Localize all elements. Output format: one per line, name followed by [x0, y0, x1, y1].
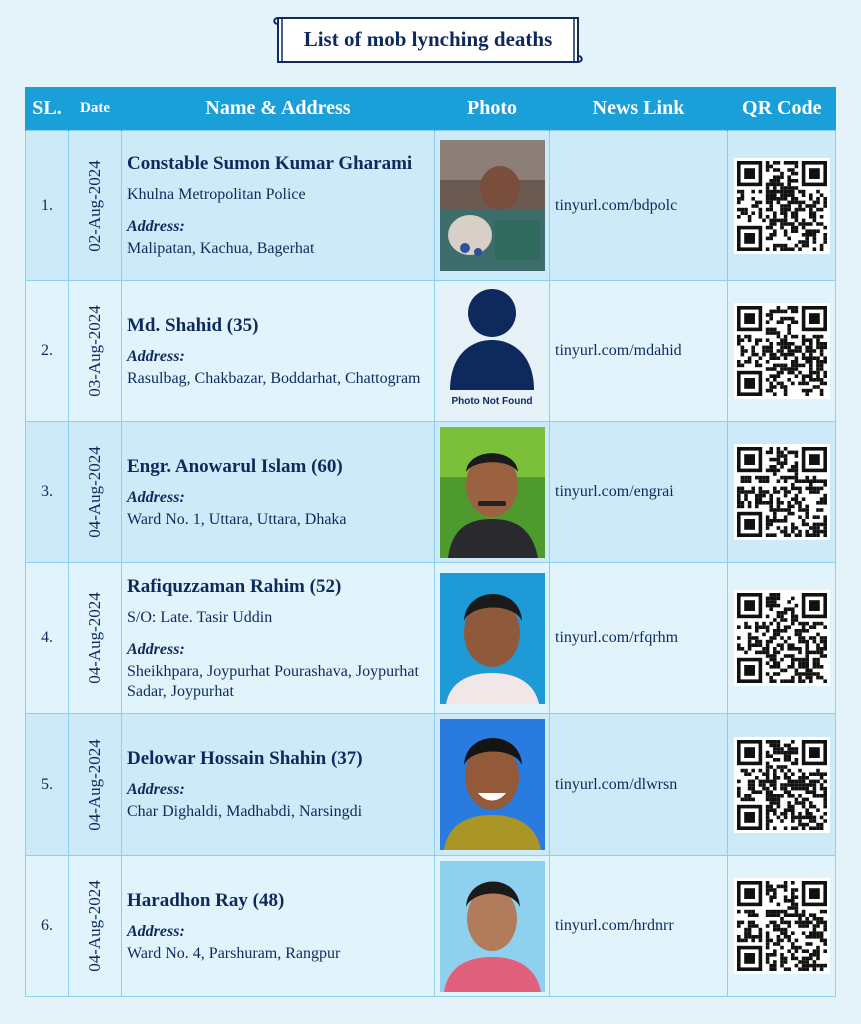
header-photo: Photo	[435, 87, 550, 131]
page-title-banner	[272, 14, 584, 66]
header-qr-code: QR Code	[728, 87, 836, 131]
address-label: Address:	[127, 640, 185, 658]
row-qr-cell	[728, 281, 836, 422]
header-sl: SL.	[26, 87, 69, 131]
news-link[interactable]: tinyurl.com/rfqrhm	[550, 563, 728, 714]
person-address: Ward No. 4, Parshuram, Rangpur	[127, 944, 341, 962]
table-row	[26, 422, 836, 563]
news-link[interactable]: tinyurl.com/hrdnrr	[550, 856, 728, 997]
person-address: Malipatan, Kachua, Bagerhat	[127, 240, 315, 257]
qr-code-icon[interactable]	[734, 444, 830, 540]
address-label: Address:	[127, 488, 185, 506]
table-header-row	[26, 87, 836, 131]
address-label: Address:	[127, 347, 185, 365]
row-qr-cell	[728, 131, 836, 281]
person-address: Sheikhpara, Joypurhat Pourashava, Joypurhat Sadar, Joypurhat	[127, 662, 419, 700]
row-date: 04-Aug-2024	[85, 592, 104, 684]
qr-code-icon[interactable]	[734, 878, 830, 974]
victim-photo	[440, 719, 545, 850]
row-qr-cell	[728, 563, 836, 714]
row-name-address	[122, 422, 435, 563]
row-date: 04-Aug-2024	[85, 446, 104, 538]
row-photo-cell	[435, 563, 550, 714]
header-date: Date	[69, 87, 122, 131]
row-date-cell	[69, 714, 122, 856]
row-name-address	[122, 714, 435, 856]
person-name: Rafiquzzaman Rahim (52)	[127, 575, 342, 597]
header-name-address: Name & Address	[122, 87, 435, 131]
row-photo-cell	[435, 714, 550, 856]
row-sl: 4.	[26, 563, 69, 714]
qr-code-icon[interactable]	[734, 737, 830, 833]
table-row	[26, 714, 836, 856]
row-qr-cell	[728, 422, 836, 563]
victim-photo	[440, 861, 545, 992]
row-name-address	[122, 131, 435, 281]
row-photo-cell	[435, 422, 550, 563]
row-sl: 3.	[26, 422, 69, 563]
row-date: 04-Aug-2024	[85, 880, 104, 972]
qr-code-icon[interactable]	[734, 158, 830, 254]
photo-placeholder	[440, 286, 545, 417]
address-label: Address:	[127, 218, 185, 235]
row-date-cell	[69, 422, 122, 563]
person-name: Md. Shahid (35)	[127, 314, 259, 336]
qr-code-icon[interactable]	[734, 303, 830, 399]
row-photo-cell	[435, 856, 550, 997]
news-link[interactable]: tinyurl.com/mdahid	[550, 281, 728, 422]
row-name-address	[122, 856, 435, 997]
table-row	[26, 856, 836, 997]
photo-not-found-label: Photo Not Found	[451, 395, 533, 407]
victim-photo	[440, 427, 545, 558]
row-date: 03-Aug-2024	[85, 305, 104, 397]
table-row	[26, 281, 836, 422]
news-link[interactable]: tinyurl.com/bdpolc	[550, 131, 728, 281]
row-sl: 5.	[26, 714, 69, 856]
row-sl: 6.	[26, 856, 69, 997]
news-link[interactable]: tinyurl.com/dlwrsn	[550, 714, 728, 856]
row-name-address	[122, 563, 435, 714]
table-row	[26, 563, 836, 714]
row-date-cell	[69, 856, 122, 997]
page-title: List of mob lynching deaths	[303, 26, 553, 51]
person-name: Haradhon Ray (48)	[127, 889, 285, 911]
address-label: Address:	[127, 781, 185, 798]
row-date: 04-Aug-2024	[85, 738, 104, 831]
row-name-address	[122, 281, 435, 422]
victim-photo	[440, 573, 545, 704]
person-name: Engr. Anowarul Islam (60)	[127, 455, 343, 477]
row-date: 02-Aug-2024	[85, 159, 104, 252]
lynching-table	[25, 87, 836, 997]
row-qr-cell	[728, 856, 836, 997]
row-qr-cell	[728, 714, 836, 856]
person-role: S/O: Late. Tasir Uddin	[127, 608, 273, 626]
address-label: Address:	[127, 922, 185, 940]
row-date-cell	[69, 131, 122, 281]
header-news-link: News Link	[550, 87, 728, 131]
row-sl: 1.	[26, 131, 69, 281]
person-name: Constable Sumon Kumar Gharami	[127, 153, 413, 174]
news-link[interactable]: tinyurl.com/engrai	[550, 422, 728, 563]
person-address: Rasulbag, Chakbazar, Boddarhat, Chattogram	[127, 369, 421, 387]
person-role: Khulna Metropolitan Police	[127, 186, 306, 203]
person-address: Char Dighaldi, Madhabdi, Narsingdi	[127, 803, 363, 820]
row-photo-cell	[435, 131, 550, 281]
row-sl: 2.	[26, 281, 69, 422]
qr-code-icon[interactable]	[734, 590, 830, 686]
table-row	[26, 131, 836, 281]
person-name: Delowar Hossain Shahin (37)	[127, 748, 363, 769]
row-date-cell	[69, 281, 122, 422]
person-address: Ward No. 1, Uttara, Uttara, Dhaka	[127, 510, 347, 528]
row-photo-cell	[435, 281, 550, 422]
victim-photo	[440, 140, 545, 271]
row-date-cell	[69, 563, 122, 714]
